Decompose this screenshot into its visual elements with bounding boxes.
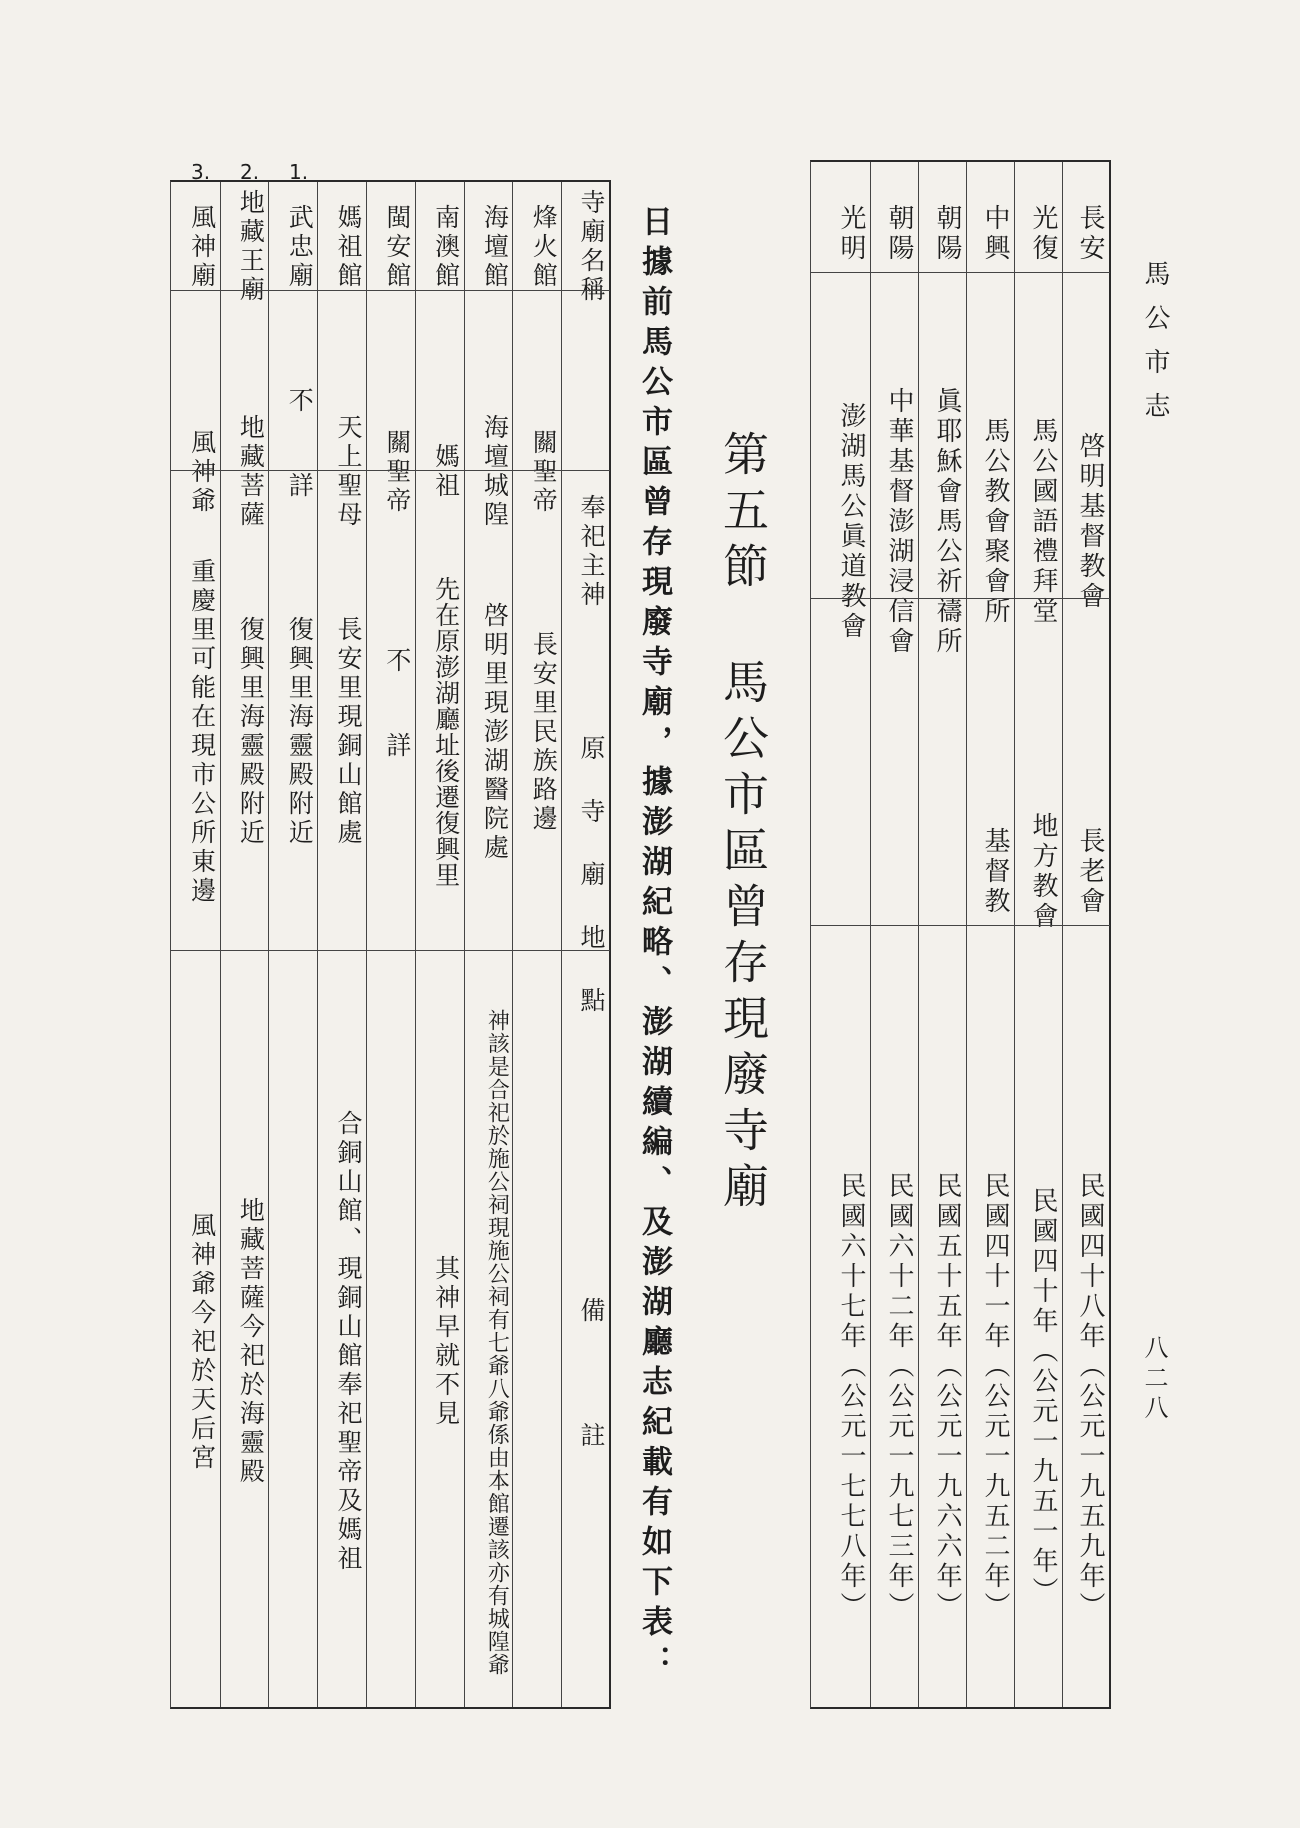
temple-note: 神該是合祀於施公祠現施公祠有七爺八爺係由本館遷該亦有城隍爺 <box>484 1008 510 1676</box>
table-row <box>919 162 967 1707</box>
church-year: 民國四十一年（公元一九五二年） <box>980 1172 1010 1622</box>
table-row <box>416 182 465 1707</box>
church-year: 民國六十七年（公元一七七八年） <box>836 1172 866 1622</box>
church-name: 馬公教會聚會所 <box>980 417 1010 627</box>
table-row <box>465 182 514 1707</box>
table-row <box>513 182 562 1707</box>
church-year: 民國四十八年（公元一九五九年） <box>1075 1172 1105 1622</box>
churches-table <box>810 160 1111 1709</box>
table-divider <box>810 272 1110 273</box>
temple-deity: 關聖帝 <box>529 428 559 516</box>
temple-deity: 地藏菩薩 <box>236 414 266 530</box>
temple-location: 啓明里現澎湖醫院處 <box>480 601 510 863</box>
temple-deity: 關聖帝 <box>382 428 412 516</box>
church-area: 朝陽 <box>932 204 962 264</box>
church-area: 朝陽 <box>884 204 914 264</box>
temple-deity: 海壇城隍 <box>480 414 510 530</box>
temple-location: 長安里現銅山館處 <box>334 616 364 848</box>
temple-note: 地藏菩薩今祀於海靈殿 <box>236 1197 266 1487</box>
church-denomination: 基督教 <box>980 827 1010 917</box>
church-name: 中華基督澎湖浸信會 <box>884 387 914 657</box>
table-divider <box>810 598 1110 599</box>
temple-location: 長安里民族路邊 <box>529 630 559 834</box>
temple-note: 其神早就不見 <box>431 1255 461 1429</box>
temple-location: 先在原澎湖廳址後遷復興里 <box>431 576 461 888</box>
temple-note: 合銅山館、現銅山館奉祀聖帝及媽祖 <box>334 1110 364 1574</box>
table-row <box>871 162 919 1707</box>
church-area: 長安 <box>1075 204 1105 264</box>
temple-note <box>367 982 415 1702</box>
temple-deity: 天上聖母 <box>334 414 364 530</box>
section-title: 馬公市區曾存現廢寺廟 <box>716 658 770 1218</box>
section-heading <box>710 430 776 1218</box>
row-number: 1. <box>289 160 309 184</box>
table-row <box>1063 162 1111 1707</box>
temple-name: 烽火館 <box>529 203 559 291</box>
church-area: 中興 <box>980 204 1010 264</box>
temple-note: 風神爺今祀於天后宮 <box>187 1211 217 1473</box>
temple-name: 南澳館 <box>431 203 461 291</box>
temple-location: 復興里海靈殿附近 <box>236 616 266 848</box>
table-row <box>221 182 270 1707</box>
temple-name: 海壇館 <box>480 203 510 291</box>
header-deity: 奉祀主神 <box>577 494 606 610</box>
running-title: 馬公市志 <box>1140 260 1170 436</box>
temple-note <box>513 982 561 1702</box>
church-name: 啓明基督教會 <box>1075 432 1105 612</box>
temple-name: 地藏王廟 <box>236 189 266 305</box>
church-name: 馬公國語禮拜堂 <box>1028 417 1058 627</box>
church-area: 光復 <box>1028 204 1058 264</box>
header-note: 備註 <box>577 1297 606 1547</box>
table-divider <box>170 950 610 951</box>
temple-name: 風神廟 <box>187 203 217 291</box>
church-name: 澎湖馬公眞道教會 <box>836 402 866 642</box>
church-denomination: 地方教會 <box>1028 812 1058 932</box>
table-row <box>269 182 318 1707</box>
table-row <box>318 182 367 1707</box>
page-number: 八二八 <box>1140 1335 1168 1425</box>
church-area: 光明 <box>836 204 866 264</box>
temple-deity: 媽祖 <box>431 443 461 501</box>
table-row <box>967 162 1015 1707</box>
church-name: 眞耶穌會馬公祈禱所 <box>932 387 962 657</box>
table-row <box>172 182 221 1707</box>
table-header-row <box>562 182 611 1707</box>
temple-location: 重慶里可能在現市公所東邊 <box>187 558 217 906</box>
table-divider <box>170 470 610 471</box>
table-row <box>1015 162 1063 1707</box>
church-year: 民國四十年（公元一九五一年） <box>1028 1187 1058 1607</box>
intro-paragraph: 日據前馬公市區曾存現廢寺廟，據澎湖紀略、澎湖續編、及澎湖廳志紀載有如下表： <box>636 205 672 1685</box>
header-name: 寺廟名稱 <box>577 189 606 305</box>
row-number: 3. <box>191 160 211 184</box>
temple-location: 復興里海靈殿附近 <box>285 616 315 848</box>
table-divider <box>170 290 610 291</box>
temple-name: 媽祖館 <box>334 203 364 291</box>
church-denomination: 長老會 <box>1075 827 1105 917</box>
table-row <box>367 182 416 1707</box>
church-denomination <box>919 642 966 1102</box>
temples-table <box>170 180 611 1709</box>
row-number: 2. <box>240 160 260 184</box>
temple-name: 武忠廟 <box>285 203 315 291</box>
church-year: 民國六十二年（公元一九七三年） <box>884 1172 914 1622</box>
temple-deity: 不詳 <box>285 387 315 557</box>
church-denomination <box>823 642 870 1102</box>
temple-location: 不詳 <box>382 647 412 817</box>
temple-note <box>269 982 317 1702</box>
table-row <box>823 162 871 1707</box>
temple-name: 閩安館 <box>382 203 412 291</box>
church-year: 民國五十五年（公元一九六六年） <box>932 1172 962 1622</box>
table-divider <box>810 925 1110 926</box>
temple-deity: 風神爺 <box>187 428 217 516</box>
header-location: 原寺廟地點 <box>577 734 606 1050</box>
church-denomination <box>871 642 918 1102</box>
section-number: 第五節 <box>716 430 770 598</box>
